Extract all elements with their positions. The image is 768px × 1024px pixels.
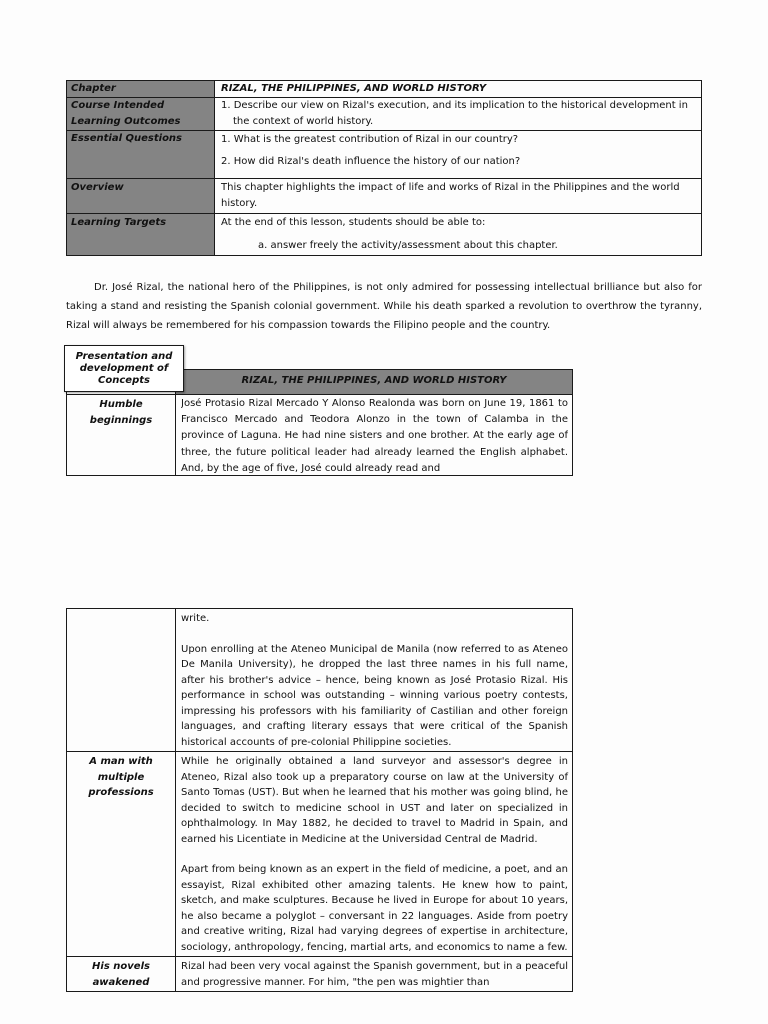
chapter-info-table (66, 80, 702, 256)
humble-beginnings-text: José Protasio Rizal Mercado Y Alonso Realonda was born on June 19, 1861 to Francisco Mercado and Teodora Alonzo in the town of Calamba in the province of Laguna. He had nine sisters and one brother. At the early age of three, the future political leader had already learned the English alphabet. And, by the age of five, José could already read and (181, 398, 568, 474)
continuation-blank-label (67, 609, 176, 752)
essential-question-2: 2. How did Rizal's death influence the history of our nation? (221, 156, 521, 167)
cilo-cell (215, 98, 702, 131)
humble-beginnings-label: Humble beginnings (67, 395, 176, 476)
intro-paragraph (66, 278, 702, 335)
intro-paragraph-text: Dr. José Rizal, the national hero of the Philippines, is not only admired for possessing intellectual brilliance but also for taking a stand and resisting the Spanish colonial government. While his death sparked a revolution to overthrow the tyranny, Rizal will always be remembered for his compassion towards the Filipino people and the country. (66, 282, 702, 331)
multiple-professions-label: A man with multiple professions (67, 752, 176, 957)
humble-beginnings-cell (176, 395, 573, 476)
presentation-concepts-box (64, 345, 184, 392)
essential-question-1: 1. What is the greatest contribution of Rizal in our country? (221, 134, 519, 145)
professions-paragraph-2: Apart from being known as an expert in the field of medicine, a poet, and an essayist, Rizal exhibited other amazing talents. He knew how to paint, sketch, and make sculptures. Because he lived in Europe for about 10 years, he also became a polyglot – conversant in 22 languages. Aside from poetry and creative writing, Rizal had varying degrees of expertise in architecture, sociology, anthropology, fencing, martial arts, and economics to name a few. (181, 864, 568, 953)
learning-target-a: a. answer freely the activity/assessment about this chapter. (258, 240, 558, 251)
learning-targets-cell (215, 214, 702, 256)
professions-cell (176, 752, 573, 957)
ateneo-cell (176, 609, 573, 752)
professions-paragraph-1: While he originally obtained a land surveyor and assessor's degree in Ateneo, Rizal also took up a preparatory course on law at the University of Santo Tomas (UST). But when he learned that his mother was going blind, he decided to switch to medicine school in UST and later on specialized in ophthalmology. In May 1882, he decided to travel to Madrid in Spain, and earned his Licentiate in Medicine at the Universidad Central de Madrid. (181, 756, 568, 845)
ateneo-paragraph: Upon enrolling at the Ateneo Municipal de Manila (now referred to as Ateneo De Manila University), he dropped the last three names in his full name, after his brother's advice – hence, being known as José Protasio Rizal. His performance in school was outstanding – winning various poetry contests, impressing his professors with his familiarity of Castilian and other foreign languages, and crafting literary essays that were critical of the Spanish historical accounts of pre-colonial Philippine societies. (181, 643, 568, 748)
chapter-label: Chapter (67, 81, 215, 98)
novels-awakened-label: His novels awakened (67, 957, 176, 992)
overview-text: This chapter highlights the impact of life and works of Rizal in the Philippines and the world history. (215, 179, 702, 214)
continuation-table (66, 608, 573, 992)
concepts-header-title: RIZAL, THE PHILIPPINES, AND WORLD HISTORY (176, 370, 573, 395)
presentation-concepts-label: Presentation and development of Concepts (75, 350, 173, 386)
paragraph-gap (181, 847, 568, 862)
learning-targets-label: Learning Targets (67, 214, 215, 256)
write-fragment: write. (181, 613, 210, 624)
novels-cell (176, 957, 573, 992)
overview-label: Overview (67, 179, 215, 214)
essential-questions-cell (215, 131, 702, 179)
learning-targets-intro: At the end of this lesson, students should be able to: (221, 217, 486, 228)
cilo-text: 1. Describe our view on Rizal's execution, and its implication to the historical development in the context of world history. (221, 100, 688, 127)
paragraph-gap (181, 627, 568, 642)
essential-questions-label: Essential Questions (67, 131, 215, 179)
cilo-label: Course Intended Learning Outcomes (67, 98, 215, 131)
chapter-title: RIZAL, THE PHILIPPINES, AND WORLD HISTORY (215, 81, 702, 98)
novels-text: Rizal had been very vocal against the Spanish government, but in a peaceful and progressive manner. For him, "the pen was mightier than (181, 961, 568, 988)
